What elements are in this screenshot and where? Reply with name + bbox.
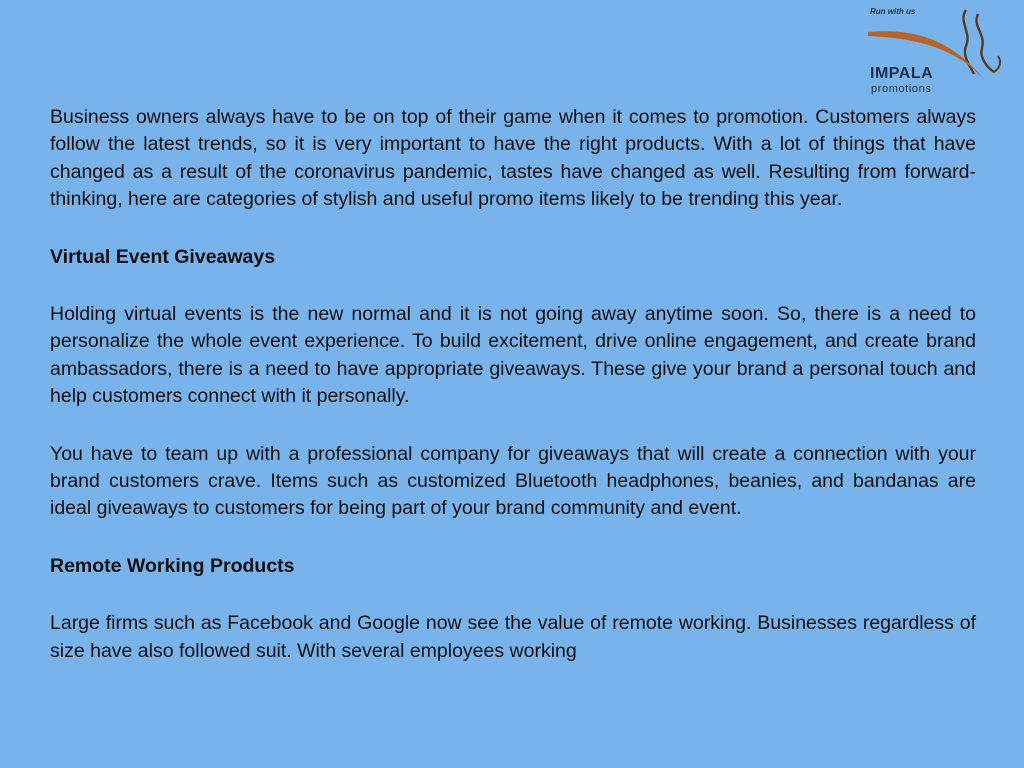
horn-tip-icon bbox=[994, 56, 1000, 72]
impala-promotions-logo bbox=[862, 2, 1012, 98]
section-heading-remote-working-products: Remote Working Products bbox=[50, 554, 295, 577]
logo-subname: promotions bbox=[871, 83, 932, 95]
intro-paragraph: Business owners always have to be on top of their game when it comes to promotion. Customers always follow the latest trends, so it is very important to have the right products. With a lot of things that have changed as a result of the coronavirus pandemic, tastes have changed as well. Resulting from forward-thinking, here are categories of stylish and useful promo items likely to be trending this year. bbox=[50, 106, 976, 211]
horn-right-icon bbox=[976, 14, 994, 72]
slide-content bbox=[50, 104, 976, 665]
logo-tagline: Run with us bbox=[870, 7, 916, 16]
giveaways-paragraph: You have to team up with a professional company for giveaways that will create a connection with your brand customers crave. Items such as customized Bluetooth headphones, beanies, and bandanas are ideal giveaways to customers for being part of your brand community and event. bbox=[50, 442, 976, 520]
impala-logo-graphic bbox=[862, 2, 1012, 98]
logo-name: IMPALA bbox=[870, 65, 934, 82]
section-heading-virtual-event-giveaways: Virtual Event Giveaways bbox=[50, 245, 276, 268]
virtual-events-paragraph: Holding virtual events is the new normal and it is not going away anytime soon. So, there is a need to personalize the whole event experience. To build excitement, drive online engagement, and create brand ambassadors, there is a need to have appropriate giveaways. These give your brand a personal touch and help customers connect with it personally. bbox=[50, 303, 976, 408]
remote-working-paragraph: Large firms such as Facebook and Google now see the value of remote working. Businesses regardless of size have also followed suit. With several employees working bbox=[50, 612, 976, 662]
